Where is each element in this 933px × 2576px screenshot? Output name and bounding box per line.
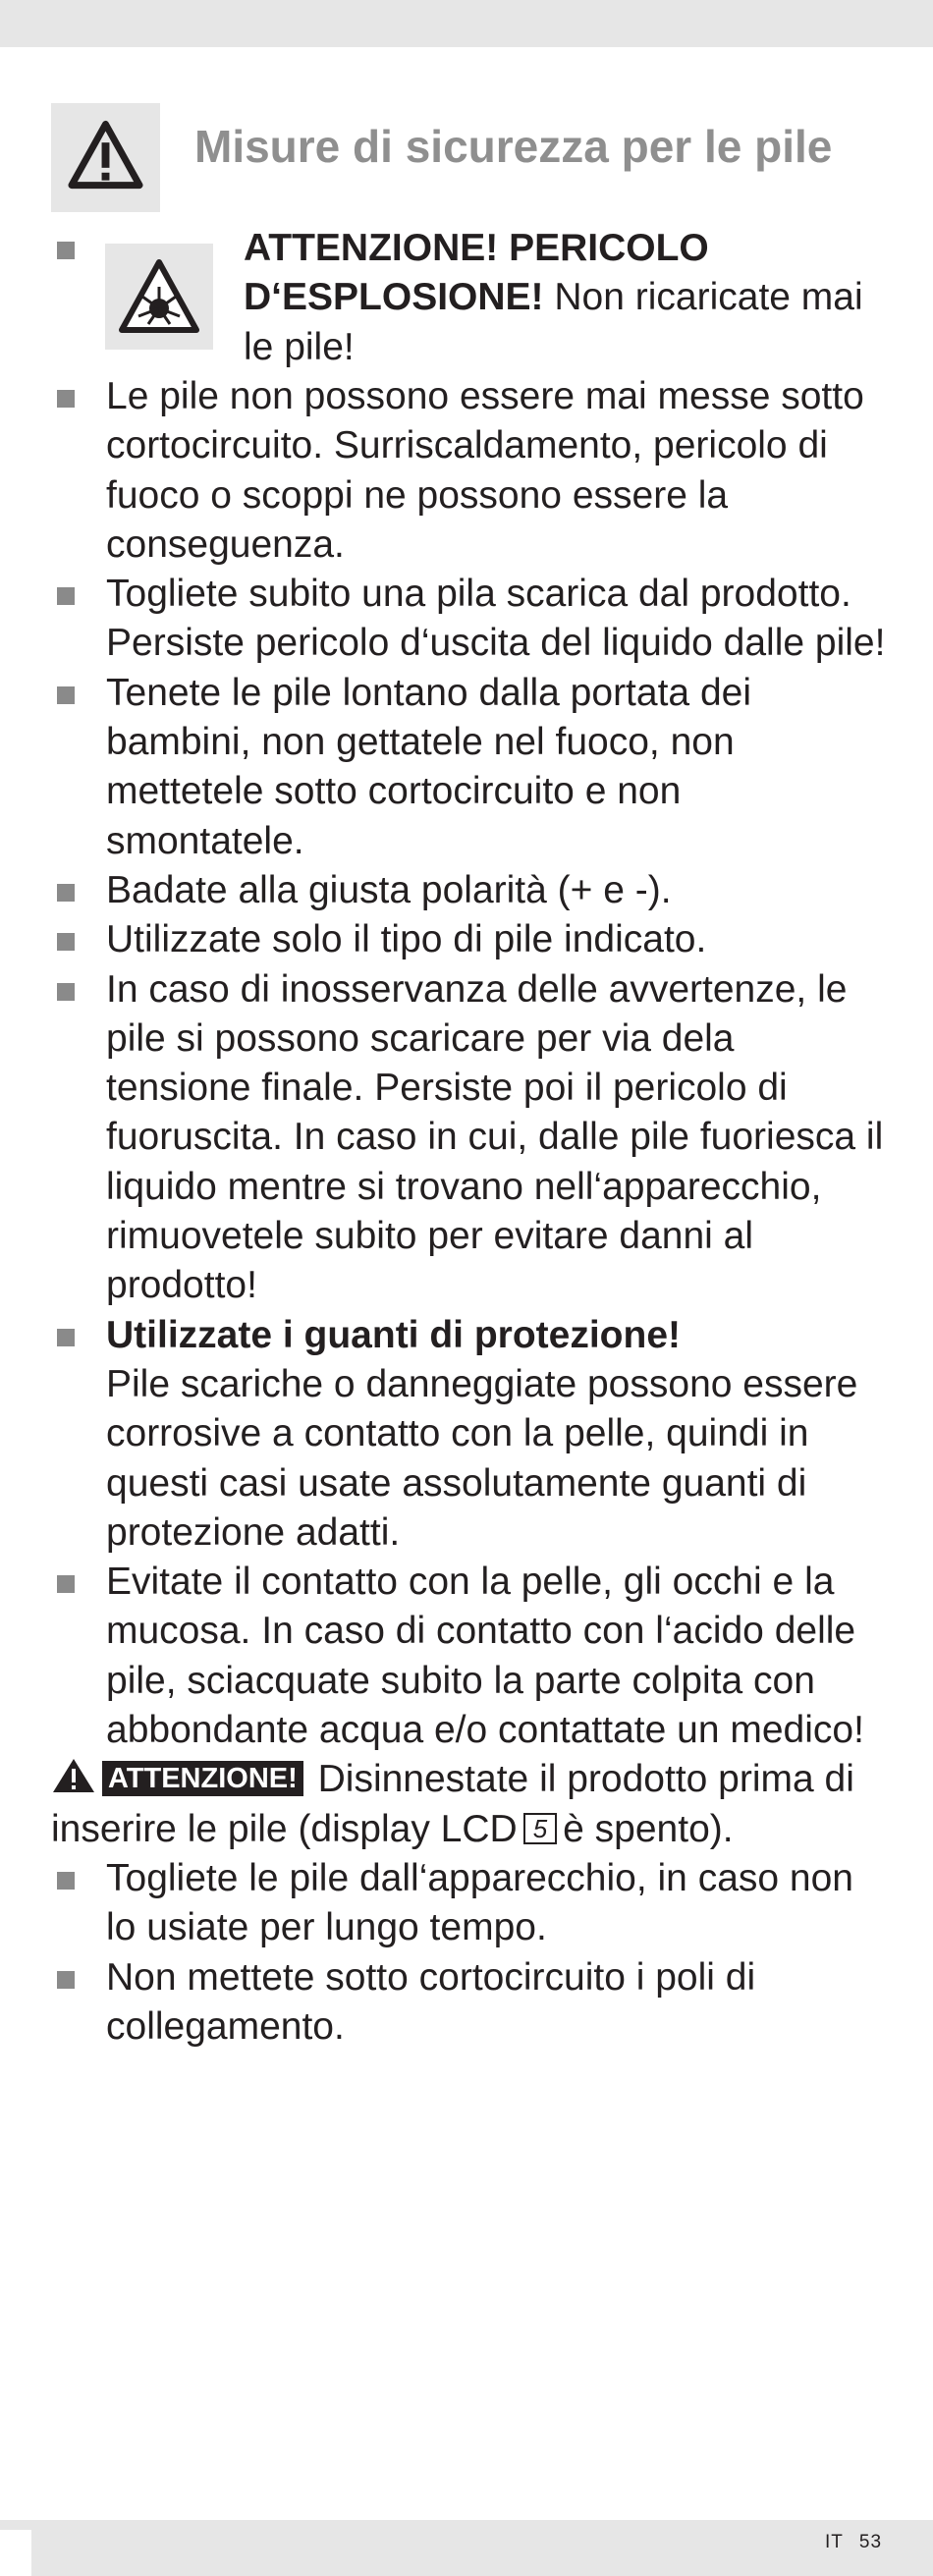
lcd-reference-number: 5 bbox=[523, 1813, 557, 1844]
bullet-icon bbox=[57, 242, 75, 259]
item-bold-text: ATTENZIONE! PERICOLO D‘ESPLOSIONE! bbox=[244, 227, 709, 319]
bullet-icon bbox=[57, 686, 75, 704]
note-text: è spento). bbox=[563, 1807, 734, 1850]
item-text: In caso di inosservanza delle avvertenze, le pile si possono scaricare per via dela tensione finale. Persiste poi il pericolo di fuoruscita. In caso in cui, dalle pile fuoriesca il liquido mentre si trovano nell‘apparecchio, rimuovetele subito per evitare danni al prodotto! bbox=[106, 967, 884, 1307]
bullet-icon bbox=[57, 933, 75, 951]
page-footer bbox=[825, 2532, 882, 2553]
list-item bbox=[51, 224, 886, 372]
list-item bbox=[51, 372, 886, 570]
list-item bbox=[51, 1953, 886, 2053]
item-text: Utilizzate solo il tipo di pile indicato. bbox=[106, 918, 707, 961]
item-text: Evitate il contatto con la pelle, gli occhi e la mucosa. In caso di contatto con l‘acido delle pile, sciacquate subito la parte colpita con abbondante acqua e/o contattate un medico! bbox=[106, 1561, 864, 1752]
bullet-icon bbox=[57, 1971, 75, 1989]
warning-note bbox=[51, 1755, 886, 1854]
list-item bbox=[51, 1854, 886, 1953]
bullet-icon bbox=[57, 1575, 75, 1593]
bullet-icon bbox=[57, 390, 75, 408]
bullet-icon bbox=[57, 587, 75, 605]
page-number: 53 bbox=[858, 2532, 883, 2552]
warning-label: ATTENZIONE! bbox=[102, 1761, 303, 1796]
item-bold-text: Utilizzate i guanti di protezione! bbox=[106, 1313, 681, 1356]
list-item bbox=[51, 915, 886, 964]
warning-icon bbox=[51, 103, 160, 212]
note-text: Disinnestate il prodotto prima di inserire le pile (display LCD bbox=[51, 1758, 854, 1850]
section-heading: Misure di sicurezza per le pile bbox=[194, 121, 833, 172]
warning-icon bbox=[51, 1757, 96, 1794]
bottom-bar bbox=[0, 2520, 933, 2576]
safety-list bbox=[51, 224, 886, 2052]
list-item bbox=[51, 965, 886, 1311]
list-item bbox=[51, 866, 886, 915]
list-item bbox=[51, 570, 886, 669]
bullet-icon bbox=[57, 1872, 75, 1890]
item-text: Tenete le pile lontano dalla portata dei bambini, non gettatele nel fuoco, non mettetele sotto cortocircuito e non smontatele. bbox=[106, 671, 751, 862]
item-text: Le pile non possono essere mai messe sotto cortocircuito. Surriscaldamento, pericolo di fuoco o scoppi ne possono essere la conseguenza. bbox=[106, 375, 864, 566]
item-text: Togliete le pile dall‘apparecchio, in caso non lo usiate per lungo tempo. bbox=[106, 1856, 853, 1949]
bullet-icon bbox=[57, 1329, 75, 1346]
language-code: IT bbox=[825, 2532, 844, 2552]
list-item bbox=[51, 1558, 886, 1755]
list-item bbox=[51, 1311, 886, 1558]
bottom-tab bbox=[0, 2530, 31, 2576]
bullet-icon bbox=[57, 983, 75, 1001]
item-text: Pile scariche o danneggiate possono essere corrosive a contatto con la pelle, quindi in questi casi usate assolutamente guanti di protezione adatti. bbox=[106, 1362, 858, 1554]
item-text: Non mettete sotto cortocircuito i poli di collegamento. bbox=[106, 1955, 756, 2048]
item-text: Non ricaricate mai le pile! bbox=[244, 276, 863, 368]
item-text: Badate alla giusta polarità (+ e -). bbox=[106, 868, 672, 911]
item-text: Togliete subito una pila scarica dal prodotto. Persiste pericolo d‘uscita del liquido dalle pile! bbox=[106, 573, 886, 665]
bullet-icon bbox=[57, 884, 75, 902]
explosion-warning-icon bbox=[105, 244, 213, 350]
list-item bbox=[51, 669, 886, 866]
top-bar bbox=[0, 0, 933, 47]
